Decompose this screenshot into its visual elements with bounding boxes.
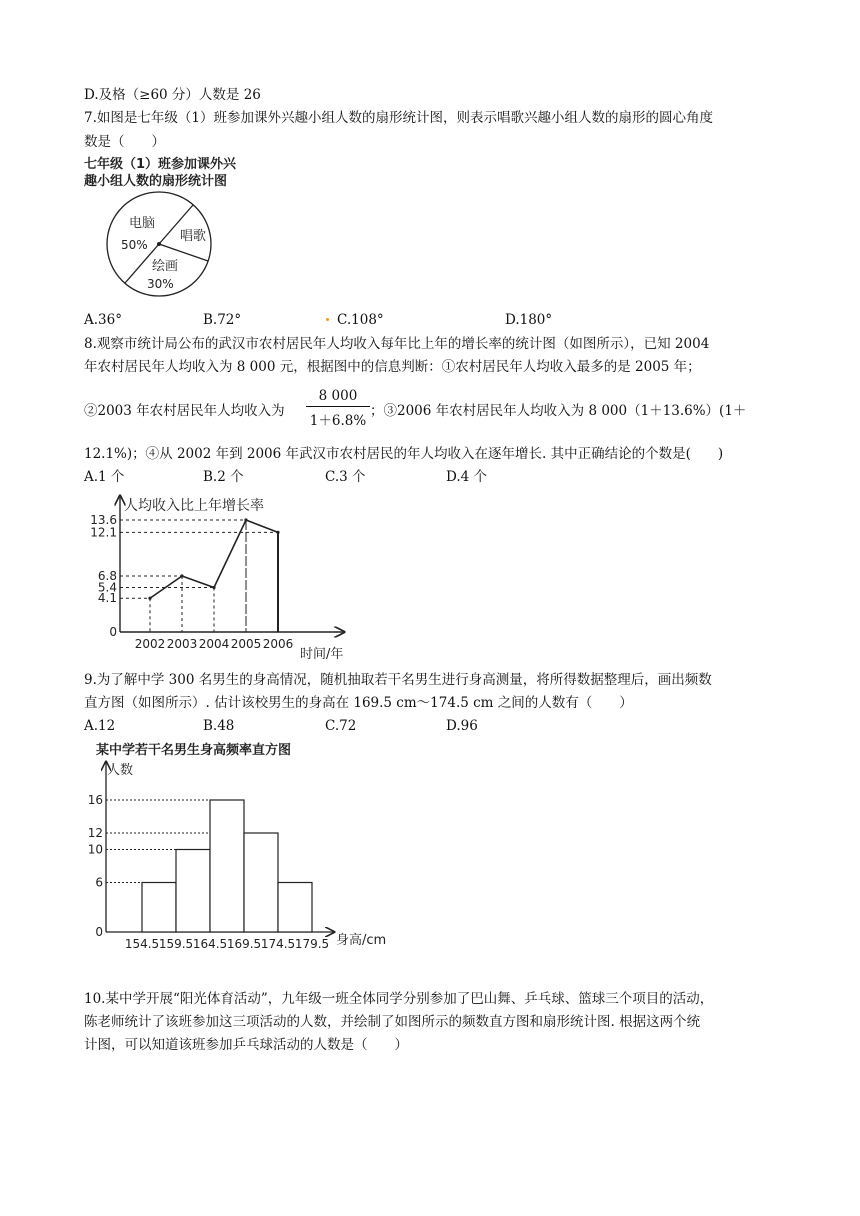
q6-option-d: D.及格（≥60 分）人数是 26 xyxy=(84,87,261,103)
histogram-bar xyxy=(176,850,210,933)
histogram-x-tick: 159.5 xyxy=(158,937,194,951)
histogram-y-tick: 16 xyxy=(87,793,103,807)
q8-line-2: 年农村居民年人均收入为 8 000 元，根据图中的信息判断：①农村居民年人均收入最多的是 2005 年； xyxy=(84,359,701,375)
histogram-title: 某中学若干名男生身高频率直方图 xyxy=(96,743,292,758)
q7-option-a: A.36° xyxy=(84,312,122,328)
q8-line-3a: ②2003 年农村居民年人均收入为 xyxy=(84,403,285,419)
line-chart-point xyxy=(244,518,247,521)
histogram-x-tick: 154.5 xyxy=(124,937,160,951)
q8-option-c: C.3 个 xyxy=(325,469,366,485)
q7-option-d: D.180° xyxy=(505,312,553,328)
q8-line-4: 12.1%)；④从 2002 年到 2006 年武汉市农村居民的年人均收入在逐年增长. 其中正确结论的个数是( ) xyxy=(84,446,724,462)
line-chart-x-tick: 2003 xyxy=(166,637,198,651)
line-chart-y-tick: 4.1 xyxy=(97,591,117,606)
line-chart-point xyxy=(212,586,215,589)
q7-line-1: 7.如图是七年级（1）班参加课外兴趣小组人数的扇形统计图，则表示唱歌兴趣小组人数的扇形的圆心角度 xyxy=(84,110,713,126)
line-chart-x-tick: 2002 xyxy=(134,637,166,651)
pie-label-singing: 唱歌 xyxy=(180,229,207,244)
q10-line-1: 10.某中学开展“阳光体育活动”，九年级一班全体同学分别参加了巴山舞、乒乓球、篮球三个项目的活动， xyxy=(84,991,714,1007)
q9-option-a: A.12 xyxy=(84,718,116,734)
pie-label-drawing: 绘画 xyxy=(152,259,179,274)
q9-option-d: D.96 xyxy=(446,718,478,734)
fraction xyxy=(306,388,370,429)
line-chart-x-label: 时间/年 xyxy=(300,647,344,662)
line-chart-y-tick: 12.1 xyxy=(90,525,117,540)
orange-dot xyxy=(326,318,329,321)
q8-line-1: 8.观察市统计局公布的武汉市农村居民年人均收入每年比上年的增长率的统计图（如图所示），已知 2004 xyxy=(84,336,710,352)
q8-option-d: D.4 个 xyxy=(446,469,488,485)
line-chart-title: 人均收入比上年增长率 xyxy=(124,498,264,514)
line-chart-y-tick: 0 xyxy=(109,625,117,639)
histogram-bar xyxy=(142,883,176,933)
line-chart-point xyxy=(276,531,279,534)
line-chart-x-tick: 2004 xyxy=(198,637,230,651)
histogram-y-label: 人数 xyxy=(107,763,134,778)
q7-option-c: C.108° xyxy=(337,312,384,328)
height-histogram xyxy=(84,740,404,952)
q8-option-b: B.2 个 xyxy=(203,469,244,485)
line-chart-y-tick: 6.8 xyxy=(97,569,117,583)
q9-line-1: 9.为了解中学 300 名男生的身高情况，随机抽取若干名男生进行身高测量，将所得数据整理后，画出频数 xyxy=(84,672,712,688)
histogram-x-tick: 169.5 xyxy=(226,937,262,951)
q8-option-a: A.1 个 xyxy=(84,469,125,485)
q9-option-b: B.48 xyxy=(203,718,235,734)
q7-option-b: B.72° xyxy=(203,312,242,328)
line-chart-x-tick: 2005 xyxy=(230,637,262,651)
pie-value-computer: 50% xyxy=(121,238,148,252)
pie-title-line-1: 七年级（1）班参加课外兴 xyxy=(84,157,237,172)
histogram-y-tick: 10 xyxy=(87,842,103,857)
pie-chart xyxy=(84,154,284,304)
pie-center xyxy=(157,242,161,246)
q8-line-3b: ；③2006 年农村居民年人均收入为 8 000（1＋13.6%）(1＋ xyxy=(370,403,747,419)
q10-line-3: 计图，可以知道该班参加乒乓球活动的人数是（ ） xyxy=(84,1037,408,1053)
q9-option-c: C.72 xyxy=(325,718,357,734)
histogram-y-tick: 6 xyxy=(95,875,103,890)
histogram-x-tick: 179.5 xyxy=(294,937,330,951)
histogram-bar xyxy=(244,833,278,932)
histogram-x-tick: 164.5 xyxy=(192,937,228,951)
line-chart-point xyxy=(180,574,183,577)
q9-line-2: 直方图（如图所示）. 估计该校男生的身高在 169.5 cm～174.5 cm 之间的人数有（ ） xyxy=(84,695,633,711)
q7-line-2: 数是（ ） xyxy=(84,134,165,150)
fraction-bar xyxy=(306,406,370,407)
pie-title-line-2: 趣小组人数的扇形统计图 xyxy=(84,174,228,189)
growth-rate-line-chart xyxy=(84,490,354,662)
fraction-denominator: 1＋6.8% xyxy=(309,413,367,429)
histogram-x-label: 身高/cm xyxy=(336,933,387,948)
fraction-numerator: 8 000 xyxy=(318,388,358,404)
q10-line-2: 陈老师统计了该班参加这三项活动的人数，并绘制了如图所示的频数直方图和扇形统计图. 根据这两个统 xyxy=(84,1014,701,1030)
histogram-y-tick: 12 xyxy=(87,826,103,840)
line-chart-y-tick: 5.4 xyxy=(97,580,117,595)
histogram-bar xyxy=(210,800,244,932)
line-chart-y-tick: 13.6 xyxy=(90,513,117,527)
pie-label-computer: 电脑 xyxy=(129,216,156,231)
histogram-x-tick: 174.5 xyxy=(260,937,296,951)
line-chart-x-tick: 2006 xyxy=(262,637,294,651)
pie-value-drawing: 30% xyxy=(147,277,174,291)
line-chart-point xyxy=(148,597,151,600)
histogram-bar xyxy=(278,883,312,933)
histogram-y-tick: 0 xyxy=(95,925,103,939)
